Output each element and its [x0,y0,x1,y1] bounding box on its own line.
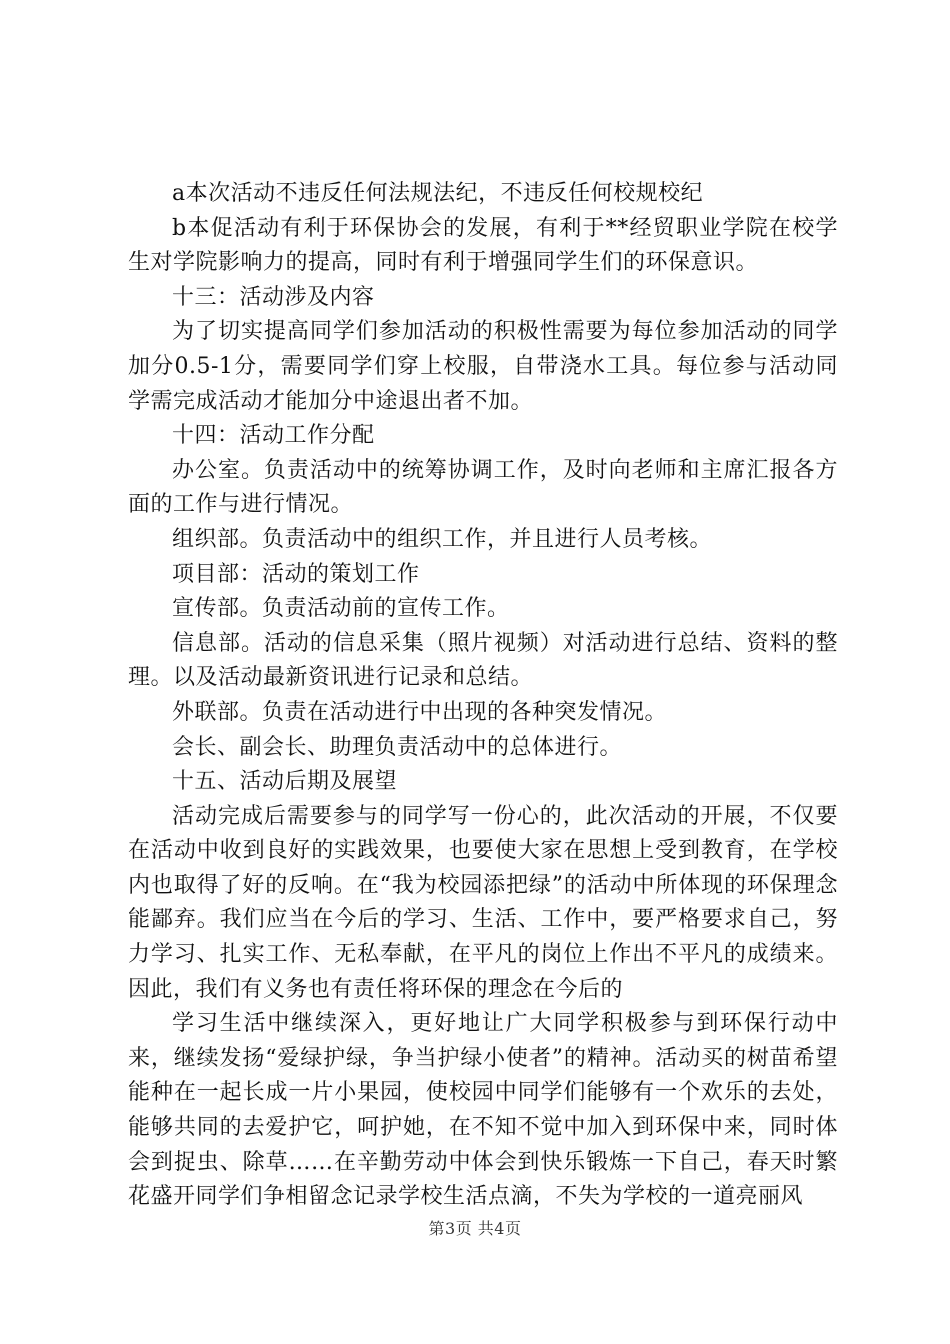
page-number-footer: 第3页 共4页 [428,1219,522,1238]
paragraph-activity-content: 为了切实提高同学们参加活动的积极性需要为每位参加活动的同学加分0.5-1分，需要同学们穿上校服，自带浇水工具。每位参与活动同学需完成活动才能加分中途退出者不加。 [128,319,838,414]
paragraph-outlook-1: 活动完成后需要参与的同学写一份心的，此次活动的开展，不仅要在活动中收到良好的实践效果，也要使大家在思想上受到教育，在学校内也取得了好的反响。在“我为校园添把绿”的活动中所体现的环保理念能鄙弃。我们应当在今后的学习、生活、工作中，要严格要求自己，努力学习、扎实工作、无私奉献，在平凡的岗位上作出不平凡的成绩来。因此，我们有义务也有责任将环保的理念在今后的 [128,803,838,1002]
document-body [128,177,838,1215]
paragraph-organization-dept: 组织部。负责活动中的组织工作，并且进行人员考核。 [172,526,713,552]
paragraph-project-dept: 项目部：活动的策划工作 [172,561,420,587]
paragraph-information-dept: 信息部。活动的信息采集（照片视频）对活动进行总结、资料的整理。以及活动最新资讯进行记录和总结。 [128,630,838,691]
paragraph-publicity-dept: 宣传部。负责活动前的宣传工作。 [172,596,510,622]
section-heading-14: 十四：活动工作分配 [172,423,375,449]
paragraph-compliance-a: a本次活动不违反任何法规法纪，不违反任何校规校纪 [172,181,704,206]
paragraph-leadership: 会长、副会长、助理负责活动中的总体进行。 [172,734,623,760]
paragraph-outlook-2: 学习生活中继续深入，更好地让广大同学积极参与到环保行动中来，继续发扬“爱绿护绿，争当护绿小使者”的精神。活动买的树苗希望能种在一起长成一片小果园，使校园中同学们能够有一个欢乐的去处，能够共同的去爱护它，呵护她，在不知不觉中加入到环保中来，同时体会到捉虫、除草……在辛勤劳动中体会到快乐锻炼一下自己，春天时繁花盛开同学们争相留念记录学校生活点滴，不失为学校的一道亮丽风 [128,1011,838,1210]
section-heading-15: 十五、活动后期及展望 [172,769,398,795]
paragraph-office: 办公室。负责活动中的统筹协调工作，及时向老师和主席汇报各方面的工作与进行情况。 [128,457,838,518]
section-heading-13: 十三：活动涉及内容 [172,284,375,310]
paragraph-liaison-dept: 外联部。负责在活动进行中出现的各种突发情况。 [172,699,668,725]
paragraph-compliance-b: b本促活动有利于环保协会的发展，有利于**经贸职业学院在校学生对学院影响力的提高，同时有利于增强同学生们的环保意识。 [128,215,838,276]
